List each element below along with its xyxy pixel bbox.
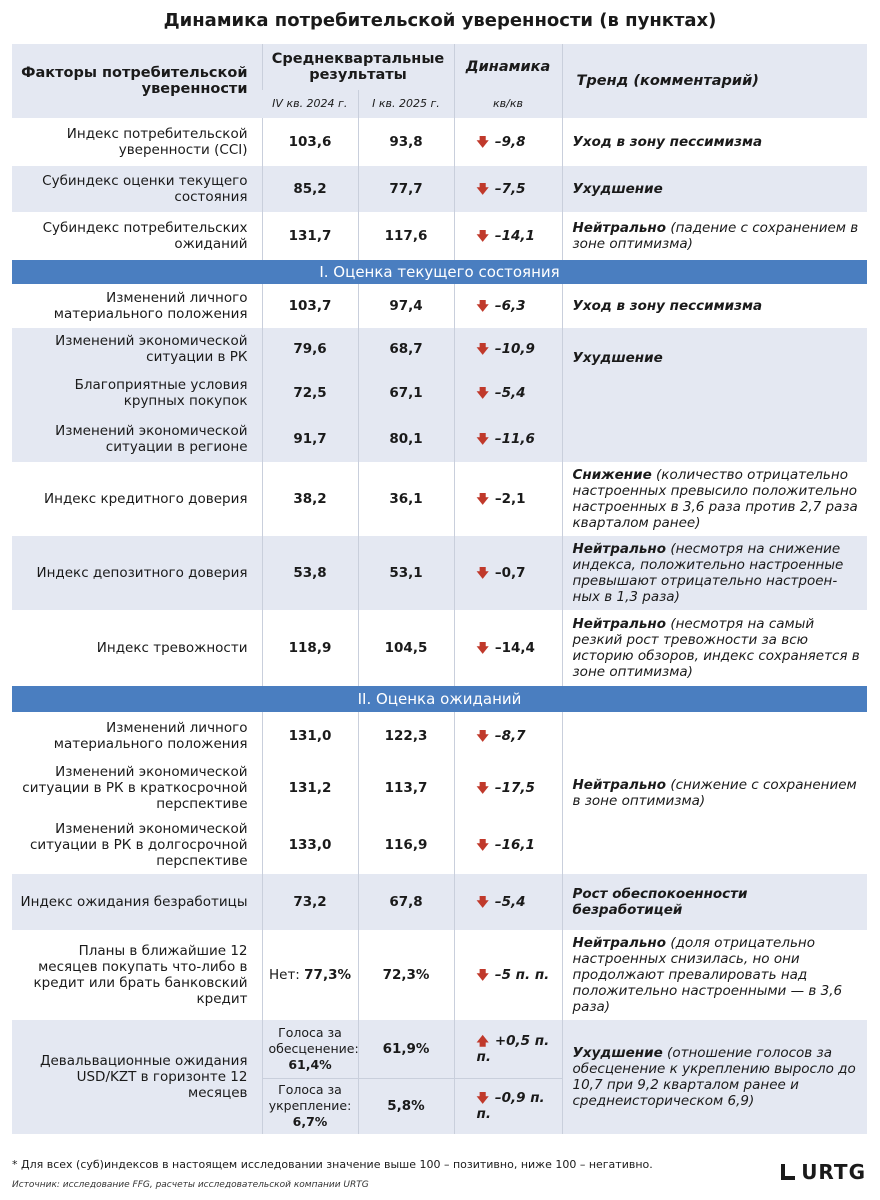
source-note: Источник: исследование FFG, расчеты исследовательской компании URTG [12,1180,369,1190]
row-label: Изменений экономической ситуации в РК в долгосрочной перспективе [29,821,248,869]
table-row [12,874,867,930]
trend-bold: Нейтрально [572,220,667,236]
dynamics-value: –0,7 [494,565,526,581]
row-label: Индекс кредитного доверия [44,491,248,507]
value-q1: 104,5 [358,610,454,686]
value-q1: 61,9% [358,1020,454,1078]
value-q4: 103,7 [262,284,358,328]
dynamics-value: –14,4 [494,640,535,656]
header-row [12,44,867,90]
trend-text: (несмотря на самый резкий рост тревожности за всю историю обзоров, индекс сохраняется в зоне оптимизма) [572,616,860,680]
table-row [12,536,867,610]
value-q1: 53,1 [358,536,454,610]
dynamics-cell [454,874,562,930]
trend-text: (снижение с сохранением в зоне оптимизма) [572,777,857,809]
value-number: 61,4% [288,1056,332,1072]
trend-cell [562,462,867,536]
table-row [12,930,867,1020]
arrow-down-icon: 🡇 [476,229,489,243]
dynamics-value: –5 п. п. [494,967,550,983]
dynamics-value: –2,1 [494,491,526,507]
dynamics-cell [454,328,562,370]
arrow-down-icon: 🡇 [476,299,489,313]
value-q4: 131,7 [262,212,358,260]
dynamics-value: –9,8 [494,134,526,150]
value-q4: 85,2 [262,166,358,212]
value-q4 [262,930,358,1020]
row-label: Изменений экономической ситуации в регионе [55,423,248,455]
value-q1: 72,3% [358,930,454,1020]
trend-cell [562,930,867,1020]
value-q1: 67,8 [358,874,454,930]
dynamics-value: –8,7 [494,728,526,744]
trend-cell [562,536,867,610]
value-q1: 116,9 [358,816,454,874]
table-row [12,166,867,212]
dynamics-cell [454,462,562,536]
trend-cell [562,610,867,686]
value-q4: 118,9 [262,610,358,686]
value-number: 77,3% [304,967,351,983]
trend-bold: Уход в зону пессимизма [572,134,763,150]
page-title: Динамика потребительской уверенности (в пунктах) [163,10,717,31]
arrow-up-icon: 🡅 [476,1033,489,1048]
header-dynamics: Динамика [454,44,562,90]
value-q1: 113,7 [358,760,454,816]
dynamics-cell [454,760,562,816]
trend-cell [562,1020,867,1134]
value-q4 [262,1078,358,1134]
value-q4: 103,6 [262,118,358,166]
dynamics-cell [454,536,562,610]
dynamics-cell [454,118,562,166]
arrow-down-icon: 🡇 [476,781,489,795]
trend-bold: Уход в зону пессимизма [572,298,763,314]
row-label: Индекс потребительской уверенности (CCI) [66,126,248,158]
trend-bold: Нейтрально [572,777,667,793]
header-q1: I кв. 2025 г. [358,90,454,118]
dynamics-cell [454,1078,562,1134]
trend-bold: Рост обеспокоенности безработицей [572,886,748,918]
confidence-table [12,44,867,1134]
trend-cell [562,712,867,874]
dynamics-value: –10,9 [494,341,535,357]
value-q1: 117,6 [358,212,454,260]
dynamics-value: –11,6 [494,431,535,447]
arrow-down-icon: 🡇 [476,838,489,852]
dynamics-value: –5,4 [494,385,526,401]
header-q4: IV кв. 2024 г. [272,97,348,110]
header-avg: Среднеквартальные результаты [262,44,454,90]
table-row [12,462,867,536]
row-label: Индекс ожидания безработицы [20,894,248,910]
row-label: Субиндекс потребительских ожиданий [42,220,248,252]
arrow-down-icon: 🡇 [476,968,489,982]
row-label: Изменений экономической ситуации в РК [55,333,248,365]
value-q1: 67,1 [358,370,454,416]
value-number: 6,7% [292,1114,328,1130]
trend-cell [562,874,867,930]
trend-bold: Нейтрально [572,616,667,632]
trend-bold: Ухудшение [572,181,663,197]
dynamics-value: –6,3 [494,298,526,314]
dynamics-value: –16,1 [494,837,535,853]
dynamics-cell [454,610,562,686]
value-q4: 79,6 [262,328,358,370]
value-q4: 72,5 [262,370,358,416]
trend-cell [562,284,867,328]
trend-bold: Ухудшение [572,350,663,366]
dynamics-cell [454,284,562,328]
trend-cell [562,166,867,212]
value-q4: 131,2 [262,760,358,816]
trend-text: (несмотря на снижение индекса, положительно настроенные превышают отрицательно настроен-ных в 1,3 раза) [572,541,844,605]
trend-bold: Нейтрально [572,935,667,951]
dynamics-cell [454,370,562,416]
trend-cell [562,118,867,166]
header-trend: Тренд (комментарий) [562,44,867,118]
value-q1: 5,8% [358,1078,454,1134]
value-q1: 122,3 [358,712,454,760]
arrow-down-icon: 🡇 [476,895,489,909]
dynamics-value: –5,4 [494,894,526,910]
table-row [12,610,867,686]
dynamics-cell [454,816,562,874]
row-label: Субиндекс оценки текущего состояния [42,173,248,205]
value-q1: 36,1 [358,462,454,536]
dynamics-value: +0,5 п. п. [476,1032,550,1065]
trend-bold: Ухудшение [572,1045,663,1061]
section-header [12,686,867,712]
section-header [12,260,867,284]
value-prefix: Нет: [268,967,305,983]
table-row [12,212,867,260]
dynamics-cell [454,1020,562,1078]
dynamics-value: –14,1 [494,228,535,244]
arrow-down-icon: 🡇 [476,729,489,743]
footnote: * Для всех (суб)индексов в настоящем исследовании значение выше 100 – позитивно, ниже 100 – негативно. [12,1158,653,1171]
header-factors: Факторы потребительской уверенности [21,65,248,97]
urtg-logo [781,1160,866,1184]
value-q1: 80,1 [358,416,454,462]
value-q4: 133,0 [262,816,358,874]
row-label: Изменений личного материального положения [53,720,248,752]
row-label: Изменений экономической ситуации в РК в краткосрочной перспективе [22,764,248,812]
value-q1: 97,4 [358,284,454,328]
table-row [12,712,867,760]
row-label: Девальвационные ожидания USD/KZT в горизонте 12 месяцев [39,1053,248,1101]
table-row [12,1020,867,1078]
table-row [12,284,867,328]
table-row [12,118,867,166]
arrow-down-icon: 🡇 [476,566,489,580]
value-label: Голоса за обесценение: [268,1024,359,1056]
row-label: Индекс депозитного доверия [36,565,248,581]
value-q4: 38,2 [262,462,358,536]
dynamics-cell [454,212,562,260]
trend-text: (падение с сохранением в зоне оптимизма) [572,220,859,252]
value-q4: 91,7 [262,416,358,462]
dynamics-cell [454,712,562,760]
section-title: II. Оценка ожиданий [12,686,867,712]
dynamics-value: –7,5 [494,181,526,197]
trend-bold: Снижение [572,467,652,483]
arrow-down-icon: 🡇 [476,1091,489,1106]
value-q1: 77,7 [358,166,454,212]
section-title: I. Оценка текущего состояния [12,260,867,284]
value-q4 [262,1020,358,1078]
row-label: Индекс тревожности [96,640,248,656]
arrow-down-icon: 🡇 [476,135,489,149]
value-q1: 68,7 [358,328,454,370]
arrow-down-icon: 🡇 [476,492,489,506]
value-label: Голоса за укрепление: [268,1082,352,1114]
value-q4: 73,2 [262,874,358,930]
row-label: Изменений личного материального положения [53,290,248,322]
row-label: Благоприятные условия крупных покупок [74,377,248,409]
row-label: Планы в ближайшие 12 месяцев покупать что-либо в кредит или брать банковский кредит [33,943,248,1007]
logo-text: URTG [801,1160,866,1184]
arrow-down-icon: 🡇 [476,182,489,196]
trend-text: (отношение голосов за обесценение к укреплению выросло до 10,7 при 9,2 кварталом ранее и среднеисторическом 6,9) [572,1045,856,1109]
arrow-down-icon: 🡇 [476,641,489,655]
table-row [12,328,867,370]
trend-bold: Нейтрально [572,541,667,557]
arrow-down-icon: 🡇 [476,342,489,356]
arrow-down-icon: 🡇 [476,432,489,446]
dynamics-value: –17,5 [494,780,535,796]
trend-text: (количество отрицательно настроенных превысило положительно настроенных в 3,6 раза против 2,7 раза кварталом ранее) [572,467,858,531]
trend-cell [562,328,867,462]
dynamics-cell [454,930,562,1020]
value-q4: 131,0 [262,712,358,760]
dynamics-cell [454,166,562,212]
dynamics-value: –0,9 п. п. [476,1090,545,1123]
arrow-down-icon: 🡇 [476,386,489,400]
trend-cell [562,212,867,260]
dynamics-cell [454,416,562,462]
value-q1: 93,8 [358,118,454,166]
logo-mark-icon [781,1164,795,1180]
header-dyn-sub: кв/кв [454,90,562,118]
trend-text: (доля отрицательно настроенных снизилась, но они продолжают превалировать над положительно настроенными — в 3,6 раза) [572,935,843,1015]
value-q4: 53,8 [262,536,358,610]
